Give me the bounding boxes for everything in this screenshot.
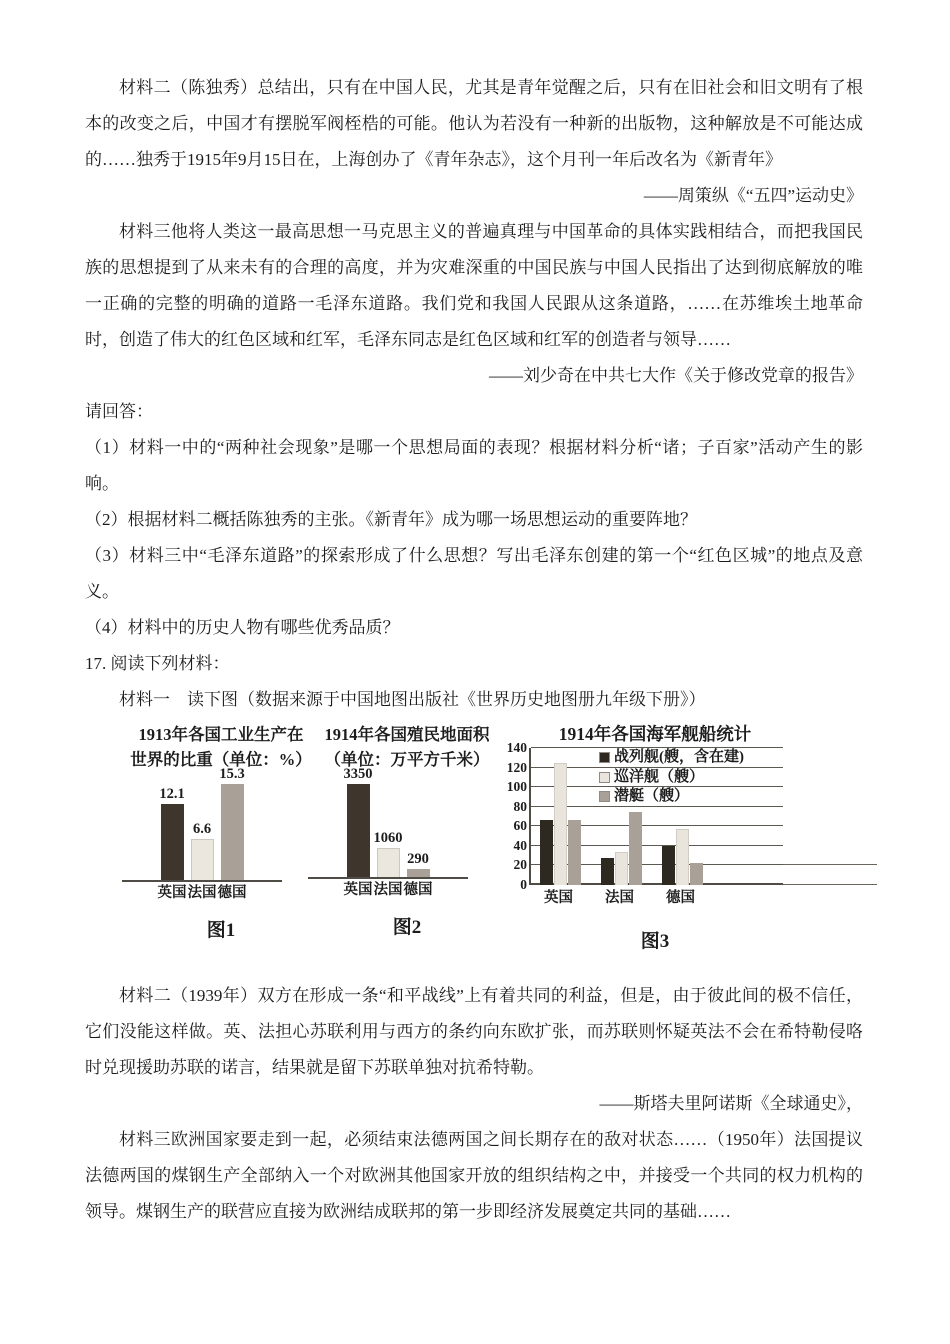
- charts-row: [85, 722, 863, 972]
- legend-swatch: [599, 791, 610, 802]
- chart-fig2: [317, 722, 497, 940]
- fig3-gridline-tail: [783, 864, 877, 865]
- question-1: （1）材料一中的“两种社会现象”是哪一个思想局面的表现？根据材料分析“诸；子百家”活动产生的影响。: [85, 438, 863, 493]
- fig1-column: [157, 784, 187, 880]
- fig2-bar-英国: [347, 784, 370, 877]
- fig3-legend-row: [599, 768, 744, 788]
- fig3-xlabel: 德国: [666, 890, 695, 906]
- fig2-bar-德国: [407, 869, 430, 877]
- page-content: [85, 70, 863, 1230]
- material2-1939-attribution: ——斯塔夫里阿诺斯《全球通史》，: [599, 1094, 863, 1113]
- chart-fig1: [111, 722, 331, 943]
- fig2-column: [403, 849, 433, 877]
- fig1-xlabels: [122, 883, 282, 903]
- fig2-xlabels: [308, 880, 468, 900]
- fig3-ytick: 0: [520, 877, 527, 892]
- fig1-value-label: 6.6: [192, 821, 212, 837]
- fig3-xlabels: [529, 888, 781, 908]
- fig3-plot: [506, 740, 783, 892]
- fig3-legend-row: [599, 748, 744, 768]
- fig3-bar-法国-2: [615, 852, 628, 885]
- fig1-caption: 图1: [206, 920, 236, 941]
- fig3-ytick: 120: [506, 759, 527, 775]
- fig3-bar-德国-2: [676, 829, 689, 885]
- fig3-group-法国: [601, 812, 642, 885]
- fig1-bar-德国: [221, 784, 244, 880]
- fig2-plot: [308, 766, 468, 879]
- fig3-ytick: 40: [513, 837, 527, 853]
- fig3-bar-德国-1: [662, 846, 675, 885]
- fig1-value-label: 15.3: [219, 766, 245, 782]
- answer-prompt: 请回答：: [85, 402, 153, 421]
- fig2-title-line: 1914年各国殖民地面积: [324, 725, 490, 744]
- fig3-xlabel: 法国: [605, 890, 634, 906]
- fig2-value-label: 290: [407, 851, 429, 867]
- question-2: （2）根据材料二概括陈独秀的主张。《新青年》成为哪一场思想运动的重要阵地？: [85, 510, 697, 529]
- fig3-bar-英国-1: [540, 820, 553, 885]
- fig1-plot: [122, 766, 282, 882]
- fig3-bar-英国-2: [554, 763, 567, 885]
- material3-europe-paragraph: 材料三欧洲国家要走到一起，必须结束法德两国之间长期存在的敌对状态……（1950年）法国提议法德两国的煤钢生产全部纳入一个对欧洲其他国家开放的组织结构之中，并接受一个共同的权力机构的领导。煤钢生产的联营应直接为欧洲结成联邦的第一步即经济发展奠定共同的基础……: [85, 1130, 863, 1221]
- legend-swatch: [599, 772, 610, 783]
- fig3-ytick: 80: [513, 798, 527, 814]
- question-4: （4）材料中的历史人物有哪些优秀品质？: [85, 618, 400, 637]
- fig2-title-line: （单位：万平方千米）: [324, 750, 490, 769]
- legend-swatch: [599, 752, 610, 763]
- fig2-value-label: 3350: [343, 766, 373, 782]
- fig3-legend-label: 巡洋舰（艘）: [614, 768, 705, 785]
- fig1-column: [217, 764, 247, 880]
- fig1-xlabel: 英国: [157, 885, 187, 901]
- fig3-ytick: 20: [513, 857, 527, 873]
- fig2-column: [343, 764, 373, 877]
- fig2-xlabel: 英国: [343, 882, 373, 898]
- fig3-title: 1914年各国海军舰船统计: [558, 724, 752, 744]
- fig1-xlabel: 德国: [217, 885, 247, 901]
- fig1-title-line: 1913年各国工业生产在: [138, 725, 304, 744]
- fig2-bar-法国: [377, 848, 400, 877]
- fig1-bar-法国: [191, 839, 214, 880]
- fig3-bar-英国-3: [568, 820, 581, 885]
- item-17-heading: 17. 阅读下列材料：: [85, 654, 230, 673]
- question-3: （3）材料三中“毛泽东道路”的探索形成了什么思想？写出毛泽东创建的第一个“红色区城”的地点及意义。: [85, 546, 863, 601]
- fig3-group-英国: [540, 763, 581, 885]
- fig1-bar-英国: [161, 804, 184, 880]
- fig3-legend-row: [599, 787, 744, 807]
- fig2-value-label: 1060: [373, 830, 403, 846]
- material2-attribution: ——周策纵《“五四”运动史》: [643, 186, 863, 205]
- fig3-ytick: 100: [506, 779, 527, 795]
- material2-paragraph: 材料二（陈独秀）总结出，只有在中国人民，尤其是青年觉醒之后，只有在旧社会和旧文明有了根本的改变之后，中国才有摆脱军阀桎梏的可能。他认为若没有一种新的出版物，这种解放是不可能达成的……独秀于1915年9月15日在，上海创办了《青年杂志》，这个月刊一年后改名为《新青年》: [85, 78, 863, 169]
- fig1-column: [187, 819, 217, 880]
- material3-attribution: ——刘少奇在中共七大作《关于修改党章的报告》: [489, 366, 863, 385]
- fig3-bar-法国-1: [601, 858, 614, 885]
- material2-1939-paragraph: 材料二（1939年）双方在形成一条“和平战线”上有着共同的利益，但是，由于彼此间的极不信任，它们没能这样做。英、法担心苏联利用与西方的条约向东欧扩张，而苏联则怀疑英法不会在希特勒侵咯时兑现援助苏联的诺言，结果就是留下苏联单独对抗希特勒。: [85, 986, 863, 1077]
- fig2-caption: 图2: [392, 917, 422, 938]
- fig3-caption: 图3: [640, 931, 670, 952]
- fig3-group-德国: [662, 829, 703, 885]
- fig1-xlabel: 法国: [187, 885, 217, 901]
- fig3-bar-德国-3: [690, 863, 703, 885]
- material3-paragraph: 材料三他将人类这一最高思想一马克思主义的普遍真理与中国革命的具体实践相结合，而把我国民族的思想提到了从来未有的合理的高度，并为灾难深重的中国民族与中国人民指出了达到彻底解放的唯一正确的完整的明确的道路一毛泽东道路。我们党和我国人民跟从这条道路，……在苏维埃土地革命时，创造了伟大的红色区域和红军，毛泽东同志是红色区域和红军的创造者与领导……: [85, 222, 863, 349]
- fig3-ytick: 140: [506, 740, 527, 755]
- fig2-xlabel: 德国: [403, 882, 433, 898]
- fig3-legend-label: 战列舰(艘，含在建): [614, 749, 744, 766]
- fig3-xlabel: 英国: [544, 890, 573, 906]
- fig3-legend: [599, 748, 744, 807]
- chart-fig3: [503, 722, 855, 954]
- fig2-column: [373, 828, 403, 877]
- fig3-gridline-tail: [783, 884, 877, 885]
- fig2-xlabel: 法国: [373, 882, 403, 898]
- material-one-intro: 材料一 读下图（数据来源于中国地图出版社《世界历史地图册九年级下册》）: [119, 690, 706, 709]
- fig1-title-line: 世界的比重（单位：%）: [130, 750, 312, 769]
- fig3-legend-label: 潜艇（艘）: [614, 788, 690, 805]
- fig1-value-label: 12.1: [159, 786, 185, 802]
- fig3-bar-法国-3: [629, 812, 642, 885]
- fig3-ytick: 60: [513, 818, 527, 834]
